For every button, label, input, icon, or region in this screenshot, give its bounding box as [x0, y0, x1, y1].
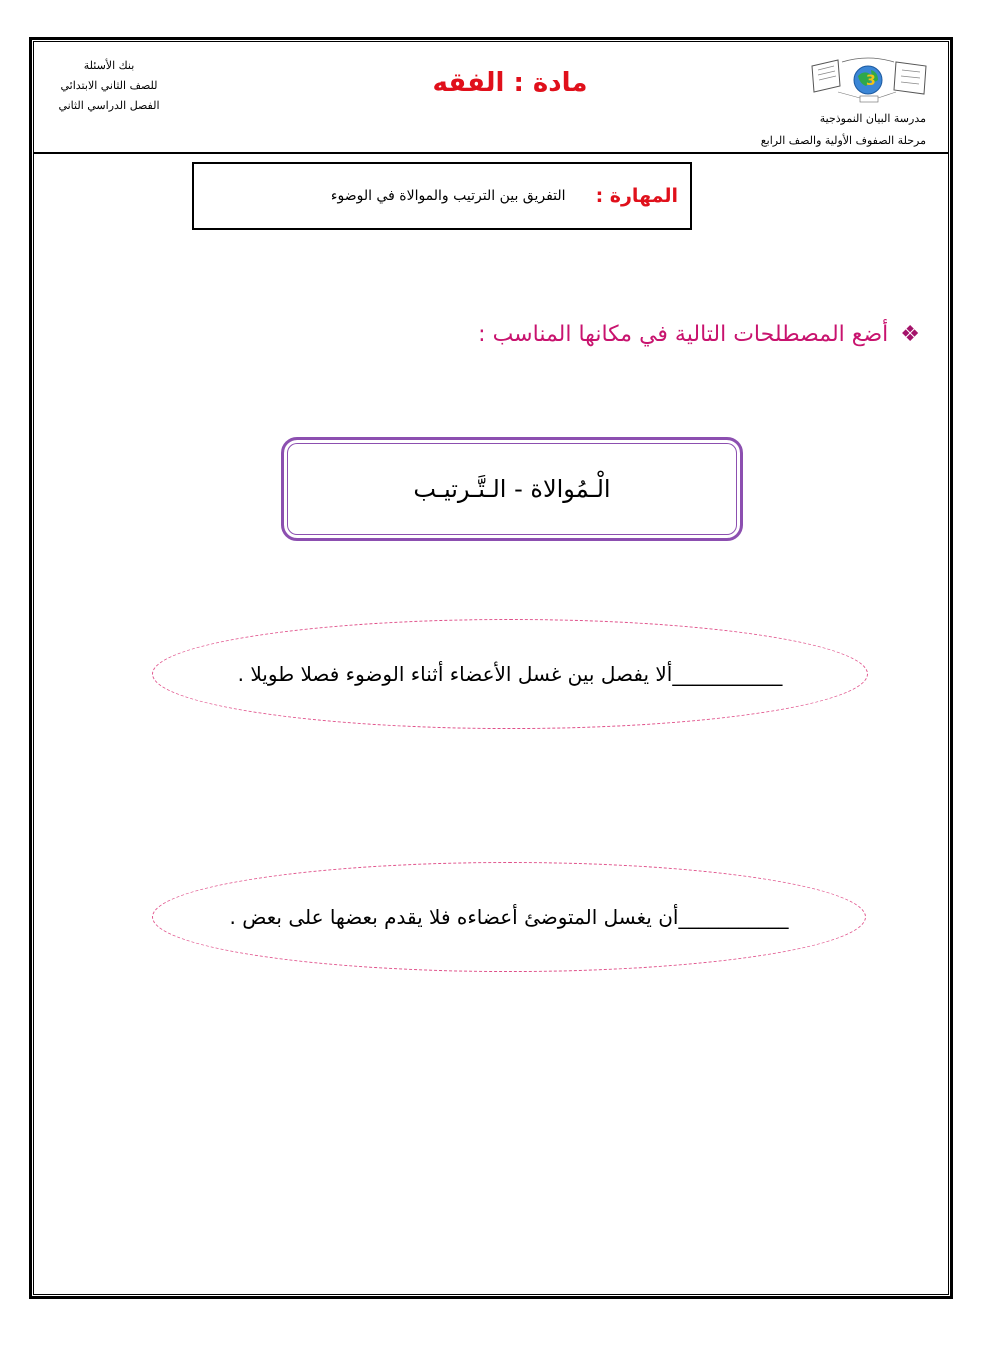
- skill-label: المهارة :: [595, 185, 678, 207]
- subject-title: مادة : الفقه: [432, 68, 588, 98]
- sentence-text[interactable]: ___________ألا يفصل بين غسل الأعضاء أثناء الوضوء فصلا طويلا .: [237, 662, 783, 686]
- bank-line: للصف الثاني الابتدائي: [60, 79, 158, 92]
- skill-box: [192, 162, 692, 230]
- header-divider: [33, 152, 949, 154]
- sentence-oval: [152, 862, 866, 972]
- question-bank-info: [44, 56, 174, 116]
- diamond-bullet-icon: ❖: [900, 322, 920, 347]
- bank-line: بنك الأسئلة: [83, 59, 135, 72]
- terms-box: [281, 437, 743, 541]
- skill-text: التفريق بين الترتيب والموالاة في الوضوء: [330, 188, 566, 204]
- sentence-text[interactable]: ___________أن يغسل المتوضئ أعضاءه فلا يقدم بعضها على بعض .: [229, 905, 789, 929]
- bank-line: الفصل الدراسي الثاني: [58, 99, 160, 112]
- terms-text: الْـمُوالاة - الـتَّـرتيـب: [413, 475, 611, 503]
- school-line: مدرسة البيان النموذجية: [819, 112, 926, 125]
- school-info: [700, 108, 926, 152]
- instruction: [420, 322, 920, 347]
- school-line: مرحلة الصفوف الأولية والصف الرابع: [760, 134, 926, 147]
- svg-text:3: 3: [866, 73, 876, 89]
- instruction-text: أضع المصطلحات التالية في مكانها المناسب :: [478, 322, 889, 347]
- school-logo-icon: [808, 56, 932, 106]
- sentence-oval: [152, 619, 868, 729]
